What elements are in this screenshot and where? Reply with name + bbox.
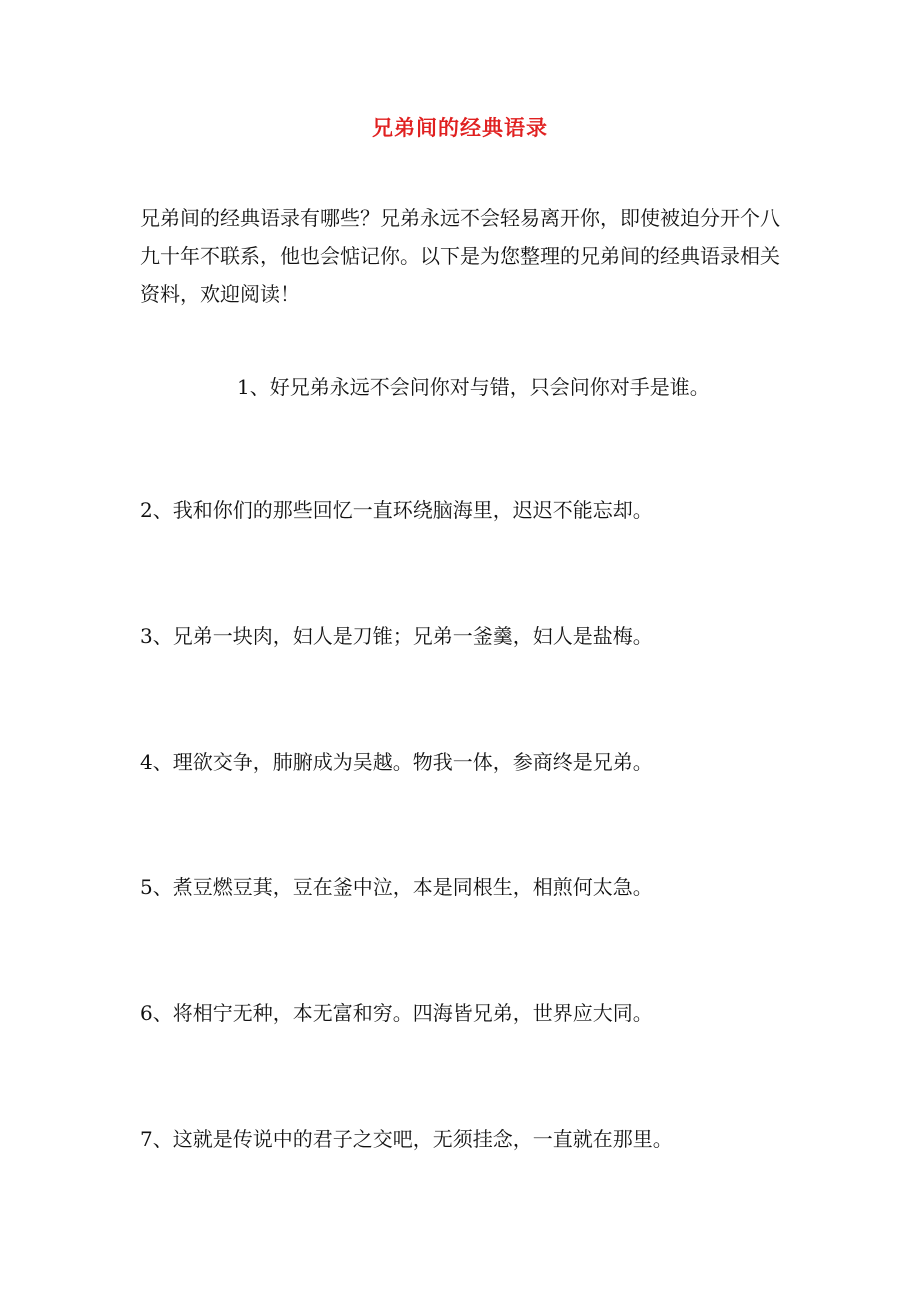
document-title: 兄弟间的经典语录 [372, 115, 548, 140]
intro-paragraph: 兄弟间的经典语录有哪些？兄弟永远不会轻易离开你，即使被迫分开个八九十年不联系，他也会惦记你。以下是为您整理的兄弟间的经典语录相关资料，欢迎阅读！ [140, 206, 780, 306]
quote-item-6: 6、将相宁无种，本无富和穷。四海皆兄弟，世界应大同。 [140, 1001, 653, 1025]
quote-item-3: 3、兄弟一块肉，妇人是刀锥；兄弟一釜羹，妇人是盐梅。 [140, 624, 653, 648]
quote-item-7: 7、这就是传说中的君子之交吧，无须挂念，一直就在那里。 [140, 1127, 673, 1151]
quote-item-1: 1、好兄弟永远不会问你对与错，只会问你对手是谁。 [237, 375, 710, 399]
quote-item-5: 5、煮豆燃豆萁，豆在釜中泣，本是同根生，相煎何太急。 [140, 875, 653, 899]
quote-item-2: 2、我和你们的那些回忆一直环绕脑海里，迟迟不能忘却。 [140, 498, 653, 522]
quote-item-4: 4、理欲交争，肺腑成为吴越。物我一体，参商终是兄弟。 [140, 750, 653, 774]
